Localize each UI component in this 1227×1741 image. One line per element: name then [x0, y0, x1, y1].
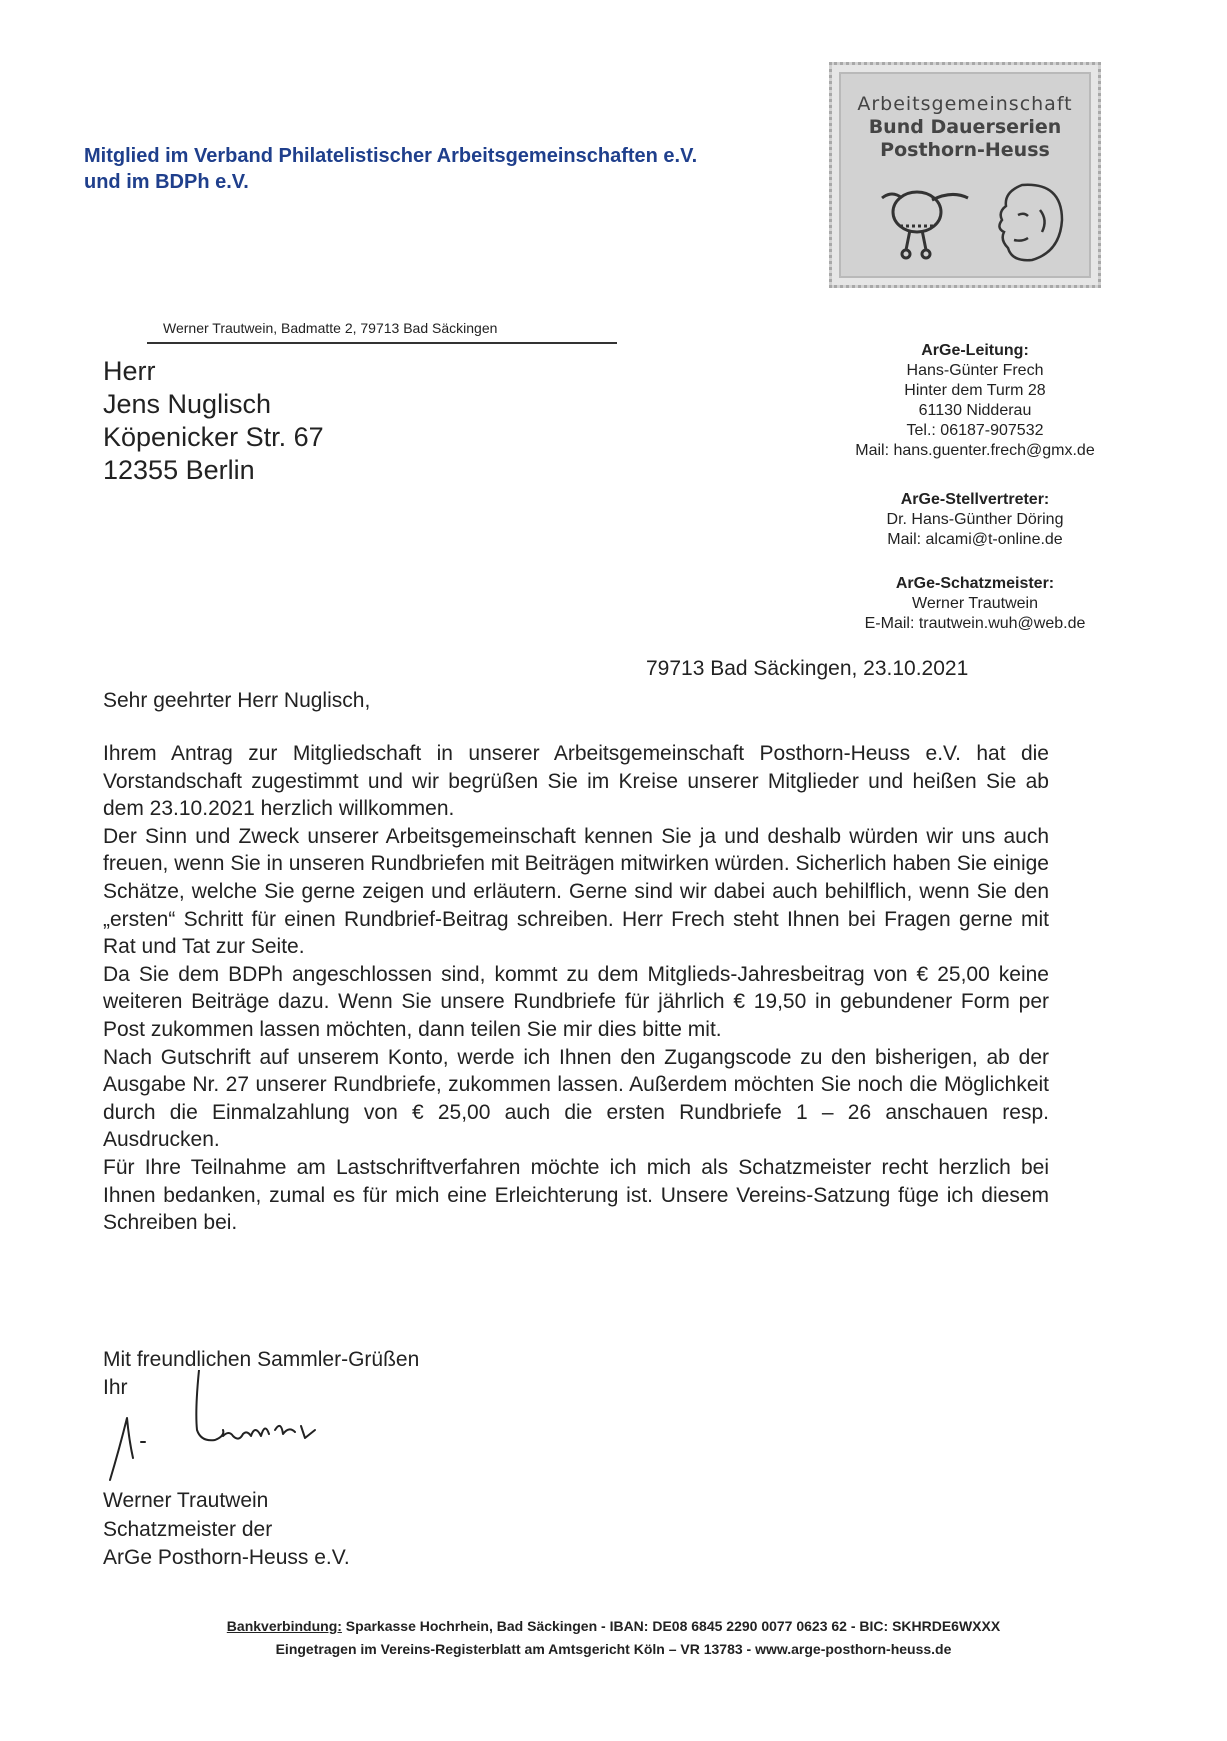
- signer-block: [103, 1487, 350, 1573]
- footer-bank-details: Sparkasse Hochrhein, Bad Säckingen - IBAN: DE08 6845 2290 0077 0623 62 - BIC: SKHRDE6WXXX: [341, 1618, 1001, 1634]
- body-paragraph: Ihrem Antrag zur Mitgliedschaft in unserer Arbeitsgemeinschaft Posthorn-Heuss e.V. hat die Vorstandschaft zugestimmt und wir begrüßen Sie im Kreise unserer Mitglieder und heißen Sie ab dem 23.10.2021 herzlich willkommen.: [103, 742, 1049, 821]
- contact-name: Hans-Günter Frech: [906, 362, 1044, 379]
- return-address-rule: [147, 342, 617, 344]
- contact-mail: Mail: hans.guenter.frech@gmx.de: [855, 442, 1095, 459]
- posthorn-icon: [882, 192, 968, 258]
- recipient-line-1: Herr: [103, 356, 156, 386]
- body-paragraph: Nach Gutschrift auf unserem Konto, werde ich Ihnen den Zugangscode zu den bisherigen, ab der Ausgabe Nr. 27 unserer Rundbriefe, zukommen lassen. Außerdem möchten Sie noch die Möglichkeit durch die Einmalzahlung von € 25,00 auch die ersten Rundbriefe 1 – 26 anschauen resp. Ausdrucken.: [103, 1045, 1049, 1152]
- contact-heading: ArGe-Schatzmeister:: [895, 575, 1055, 592]
- closing-line-1: Mit freundlichen Sammler-Grüßen: [103, 1348, 420, 1371]
- membership-line-1: Mitglied im Verband Philatelistischer Arbeitsgemeinschaften e.V.: [84, 145, 698, 167]
- logo-emblem: [872, 170, 1072, 270]
- contact-leitung: [800, 341, 1150, 461]
- signer-org: ArGe Posthorn-Heuss e.V.: [103, 1546, 350, 1569]
- body-paragraph: Da Sie dem BDPh angeschlossen sind, kommt zu dem Mitglieds-Jahresbeitrag von € 25,00 keine weiteren Beiträge dazu. Wenn Sie unsere Rundbriefe für jährlich € 19,50 in gebundener Form per Post zukommen lassen möchten, dann teilen Sie mir dies bitte mit.: [103, 962, 1049, 1041]
- footer-bank: [0, 1618, 1227, 1634]
- return-address: Werner Trautwein, Badmatte 2, 79713 Bad Säckingen: [163, 320, 498, 336]
- recipient-address: [103, 355, 324, 487]
- logo-line-1: Arbeitsgemeinschaft: [857, 93, 1073, 115]
- contact-schatzmeister: [800, 574, 1150, 634]
- footer-bank-label: Bankverbindung:: [226, 1618, 342, 1634]
- contact-name: Werner Trautwein: [912, 595, 1038, 612]
- contact-mail: E-Mail: trautwein.wuh@web.de: [864, 615, 1086, 632]
- letter-body: [103, 740, 1049, 1237]
- membership-line-2: und im BDPh e.V.: [84, 171, 249, 193]
- contact-tel: Tel.: 06187-907532: [906, 422, 1044, 439]
- signer-name: Werner Trautwein: [103, 1489, 269, 1512]
- contact-heading: ArGe-Stellvertreter:: [900, 491, 1050, 508]
- closing-line-2: Ihr: [103, 1376, 128, 1399]
- date-line: 79713 Bad Säckingen, 23.10.2021: [646, 657, 969, 680]
- contact-mail: Mail: alcami@t-online.de: [887, 531, 1063, 548]
- contact-city: 61130 Nidderau: [918, 402, 1032, 419]
- recipient-line-4: 12355 Berlin: [103, 455, 255, 485]
- handwritten-signature: [105, 1370, 385, 1500]
- logo-line-3: Posthorn-Heuss: [880, 139, 1050, 161]
- logo-line-2: Bund Dauerserien: [868, 116, 1062, 138]
- heuss-portrait-icon: [999, 185, 1062, 260]
- recipient-line-3: Köpenicker Str. 67: [103, 422, 324, 452]
- body-paragraph: Der Sinn und Zweck unserer Arbeitsgemeinschaft kennen Sie ja und deshalb würden wir uns auch freuen, wenn Sie in unseren Rundbriefen mit Beiträgen mitwirken würden. Sicherlich haben Sie einige Schätze, welche Sie gerne zeigen und erläutern. Gerne sind wir dabei auch behilflich, wenn Sie den „ersten“ Schritt für einen Rundbrief-Beitrag schreiben. Herr Frech steht Ihnen bei Fragen gerne mit Rat und Tat zur Seite.: [103, 824, 1049, 959]
- logo-text: [832, 93, 1098, 162]
- recipient-line-2: Jens Nuglisch: [103, 389, 272, 419]
- contact-name: Dr. Hans-Günther Döring: [886, 511, 1064, 528]
- contact-heading: ArGe-Leitung:: [921, 342, 1029, 359]
- footer-register: Eingetragen im Vereins-Registerblatt am Amtsgericht Köln – VR 13783 - www.arge-posthorn-heuss.de: [275, 1641, 952, 1657]
- contact-street: Hinter dem Turm 28: [904, 382, 1046, 399]
- association-logo-stamp: [829, 62, 1101, 288]
- salutation: Sehr geehrter Herr Nuglisch,: [103, 689, 371, 712]
- contact-stellvertreter: [800, 490, 1150, 550]
- signer-role: Schatzmeister der: [103, 1517, 273, 1541]
- body-paragraph: Für Ihre Teilnahme am Lastschriftverfahren möchte ich mich als Schatzmeister recht herzlich bei Ihnen bedanken, zumal es für mich eine Erleichterung ist. Unsere Vereins-Satzung füge ich diesem Schreiben bei.: [103, 1155, 1049, 1235]
- membership-header: [84, 143, 697, 195]
